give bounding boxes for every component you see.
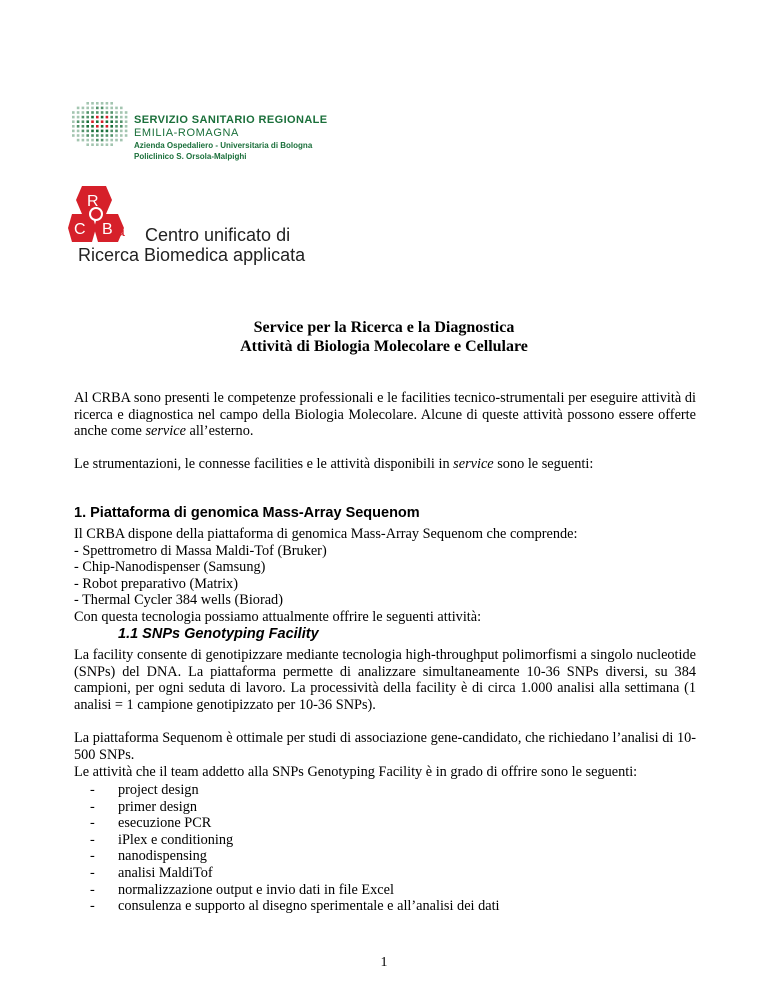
logo-dot bbox=[101, 111, 104, 114]
logo-dot bbox=[77, 134, 80, 137]
section-1-heading: 1. Piattaforma di genomica Mass-Array Sequenom bbox=[74, 505, 420, 521]
logo-dot bbox=[110, 120, 113, 123]
crba-caption-line1: Centro unificato di bbox=[145, 225, 291, 245]
logo-dot bbox=[86, 107, 89, 110]
section-1-line: - Chip-Nanodispenser (Samsung) bbox=[74, 559, 266, 576]
logo-dot bbox=[120, 116, 123, 119]
logo-dot bbox=[96, 125, 99, 128]
logo-dot bbox=[77, 130, 80, 133]
logo-dot bbox=[106, 125, 109, 128]
logo-dot bbox=[110, 139, 113, 142]
logo-dot bbox=[110, 111, 113, 114]
section-1-line: Il CRBA dispone della piattaforma di genomica Mass-Array Sequenom che comprende: bbox=[74, 526, 578, 542]
logo-dot bbox=[86, 130, 89, 133]
logo-dot bbox=[110, 116, 113, 119]
crba-caption-line2: Ricerca Biomedica applicata bbox=[78, 245, 306, 265]
ssr-name: SERVIZIO SANITARIO REGIONALE bbox=[134, 114, 328, 126]
logo-dot bbox=[91, 139, 94, 142]
logo-dot bbox=[86, 139, 89, 142]
logo-dot bbox=[106, 102, 109, 105]
logo-dot bbox=[106, 116, 109, 119]
crba-letter-r: R bbox=[87, 193, 99, 210]
logo-dot bbox=[125, 130, 128, 133]
logo-dot bbox=[82, 111, 85, 114]
logo-dot bbox=[115, 116, 118, 119]
subsection-1-1-heading: 1.1 SNPs Genotyping Facility bbox=[118, 626, 319, 642]
list-item: - consulenza e supporto al disegno sperimentale e all’analisi dei dati bbox=[90, 898, 500, 915]
logo-dot bbox=[86, 134, 89, 137]
logo-dot bbox=[91, 143, 94, 146]
crba-letter-c: C bbox=[74, 221, 86, 238]
ssr-azienda: Azienda Ospedaliero - Universitaria di Bologna bbox=[134, 141, 313, 150]
logo-dot bbox=[91, 134, 94, 137]
logo-dot bbox=[86, 102, 89, 105]
list-item: - project design bbox=[90, 782, 500, 799]
subsection-1-1-p2: La piattaforma Sequenom è ottimale per studi di associazione gene-candidato, che richiedano l’analisi di 10-500 SNPs. bbox=[74, 730, 696, 763]
subsection-1-1-p1: La facility consente di genotipizzare mediante tecnologia high-throughput polimorfismi a singolo nucleotide (SNPs) del DNA. La piattaforma permette di analizzare simultaneamente 10-36 SNPs diversi, su 384 campioni, per ogni seduta di lavoro. La processività della facility è di circa 1.000 analisi alla settimana (1 analisi = 1 campione genotipizzato per 10-36 SNPs). bbox=[74, 647, 696, 713]
ssr-dot-grid-logo bbox=[70, 100, 130, 148]
logo-dot bbox=[77, 107, 80, 110]
section-1-line: - Thermal Cycler 384 wells (Biorad) bbox=[74, 592, 283, 609]
logo-dot bbox=[96, 134, 99, 137]
logo-dot bbox=[120, 125, 123, 128]
logo-dot bbox=[120, 107, 123, 110]
logo-dot bbox=[110, 134, 113, 137]
logo-dot bbox=[110, 107, 113, 110]
logo-dot bbox=[96, 130, 99, 133]
logo-dot bbox=[125, 134, 128, 137]
logo-dot bbox=[86, 125, 89, 128]
logo-dot bbox=[86, 116, 89, 119]
logo-dot bbox=[106, 134, 109, 137]
logo-dot bbox=[115, 130, 118, 133]
intro-paragraph-2 bbox=[74, 456, 696, 473]
logo-dot bbox=[72, 120, 75, 123]
logo-dot bbox=[106, 143, 109, 146]
logo-dot bbox=[77, 111, 80, 114]
logo-dot bbox=[125, 116, 128, 119]
logo-dot bbox=[91, 102, 94, 105]
logo-dot bbox=[82, 107, 85, 110]
list-item: - primer design bbox=[90, 799, 500, 816]
logo-dot bbox=[115, 107, 118, 110]
logo-dot bbox=[96, 139, 99, 142]
ssr-region: EMILIA-ROMAGNA bbox=[134, 127, 239, 139]
logo-dot bbox=[77, 120, 80, 123]
logo-dot bbox=[82, 120, 85, 123]
logo-dot bbox=[91, 107, 94, 110]
title-line-1: Service per la Ricerca e la Diagnostica bbox=[253, 319, 515, 336]
logo-dot bbox=[96, 107, 99, 110]
section-1-line: Con questa tecnologia possiamo attualmente offrire le seguenti attività: bbox=[74, 608, 482, 625]
logo-dot bbox=[101, 130, 104, 133]
logo-dot bbox=[115, 120, 118, 123]
subsection-1-1-p3: Le attività che il team addetto alla SNPs Genotyping Facility è in grado di offrire sono le seguenti: bbox=[74, 764, 638, 780]
logo-dot bbox=[91, 116, 94, 119]
logo-dot bbox=[72, 125, 75, 128]
logo-dot bbox=[106, 120, 109, 123]
logo-dot bbox=[125, 125, 128, 128]
list-item: - iPlex e conditioning bbox=[90, 832, 500, 849]
logo-dot bbox=[72, 134, 75, 137]
logo-dot bbox=[72, 130, 75, 133]
intro-p1-italic: service bbox=[145, 423, 186, 440]
logo-dot bbox=[120, 139, 123, 142]
list-item: - normalizzazione output e invio dati in file Excel bbox=[90, 882, 500, 899]
intro-p2-end: sono le seguenti: bbox=[493, 456, 594, 472]
logo-dot bbox=[115, 125, 118, 128]
logo-dot bbox=[120, 134, 123, 137]
logo-dot bbox=[125, 120, 128, 123]
logo-dot bbox=[96, 120, 99, 123]
logo-dot bbox=[91, 130, 94, 133]
logo-dot bbox=[82, 125, 85, 128]
logo-dot bbox=[91, 111, 94, 114]
logo-dot bbox=[91, 120, 94, 123]
logo-dot bbox=[77, 125, 80, 128]
logo-dot bbox=[77, 139, 80, 142]
logo-dot bbox=[125, 111, 128, 114]
logo-dot bbox=[101, 102, 104, 105]
section-1-body bbox=[74, 526, 696, 626]
logo-dot bbox=[96, 143, 99, 146]
logo-dot bbox=[77, 116, 80, 119]
logo-dot bbox=[72, 111, 75, 114]
logo-dot bbox=[101, 107, 104, 110]
logo-dot bbox=[82, 134, 85, 137]
intro-p1-end: all’esterno. bbox=[185, 423, 254, 440]
logo-dot bbox=[110, 102, 113, 105]
logo-dot bbox=[120, 130, 123, 133]
logo-dot bbox=[106, 111, 109, 114]
intro-p2-text: Le strumentazioni, le connesse facilities e le attività disponibili in bbox=[74, 456, 454, 472]
logo-dot bbox=[86, 143, 89, 146]
list-item: - nanodispensing bbox=[90, 848, 500, 865]
logo-dot bbox=[110, 125, 113, 128]
logo-dot bbox=[86, 111, 89, 114]
page-number: 1 bbox=[380, 955, 388, 970]
intro-paragraph bbox=[74, 390, 696, 440]
logo-dot bbox=[101, 116, 104, 119]
logo-dot bbox=[115, 134, 118, 137]
ssr-logo-text bbox=[134, 114, 328, 162]
logo-dot bbox=[120, 120, 123, 123]
logo-dot bbox=[82, 130, 85, 133]
crba-letter-a: a bbox=[116, 223, 125, 240]
list-item: - analisi MaldiTof bbox=[90, 865, 500, 882]
logo-dot bbox=[96, 116, 99, 119]
logo-dot bbox=[82, 116, 85, 119]
logo-dot bbox=[82, 139, 85, 142]
logo-dot bbox=[101, 143, 104, 146]
logo-dot bbox=[106, 107, 109, 110]
activity-list bbox=[90, 782, 500, 915]
section-1-line: - Robot preparativo (Matrix) bbox=[74, 575, 238, 592]
logo-dot bbox=[101, 139, 104, 142]
logo-dot bbox=[101, 120, 104, 123]
intro-p1-text: Al CRBA sono presenti le competenze professionali e le facilities tecnico-strumentali per eseguire attività di ricerca e diagnostica nel campo della Biologia Molecolare. Alcune di queste attività possono essere offerte anche come bbox=[74, 390, 696, 440]
intro-p2-italic: service bbox=[453, 456, 494, 472]
logo-dot bbox=[86, 120, 89, 123]
logo-dot bbox=[110, 143, 113, 146]
logo-dot bbox=[96, 102, 99, 105]
logo-dot bbox=[72, 116, 75, 119]
logo-dot bbox=[106, 130, 109, 133]
list-item: - esecuzione PCR bbox=[90, 815, 500, 832]
logo-dot bbox=[101, 125, 104, 128]
logo-dot bbox=[115, 111, 118, 114]
title-line-2: Attività di Biologia Molecolare e Cellulare bbox=[240, 338, 528, 355]
ssr-policlinico: Policlinico S. Orsola-Malpighi bbox=[134, 152, 247, 161]
crba-letter-b: B bbox=[102, 221, 113, 238]
section-1-line: - Spettrometro di Massa Maldi-Tof (Bruker) bbox=[74, 542, 327, 559]
logo-dot bbox=[115, 139, 118, 142]
logo-dot bbox=[120, 111, 123, 114]
logo-dot bbox=[106, 139, 109, 142]
logo-dot bbox=[110, 130, 113, 133]
logo-dot bbox=[96, 111, 99, 114]
crba-caption bbox=[78, 225, 305, 265]
logo-dot bbox=[101, 134, 104, 137]
logo-dot bbox=[91, 125, 94, 128]
document-title bbox=[0, 318, 768, 356]
